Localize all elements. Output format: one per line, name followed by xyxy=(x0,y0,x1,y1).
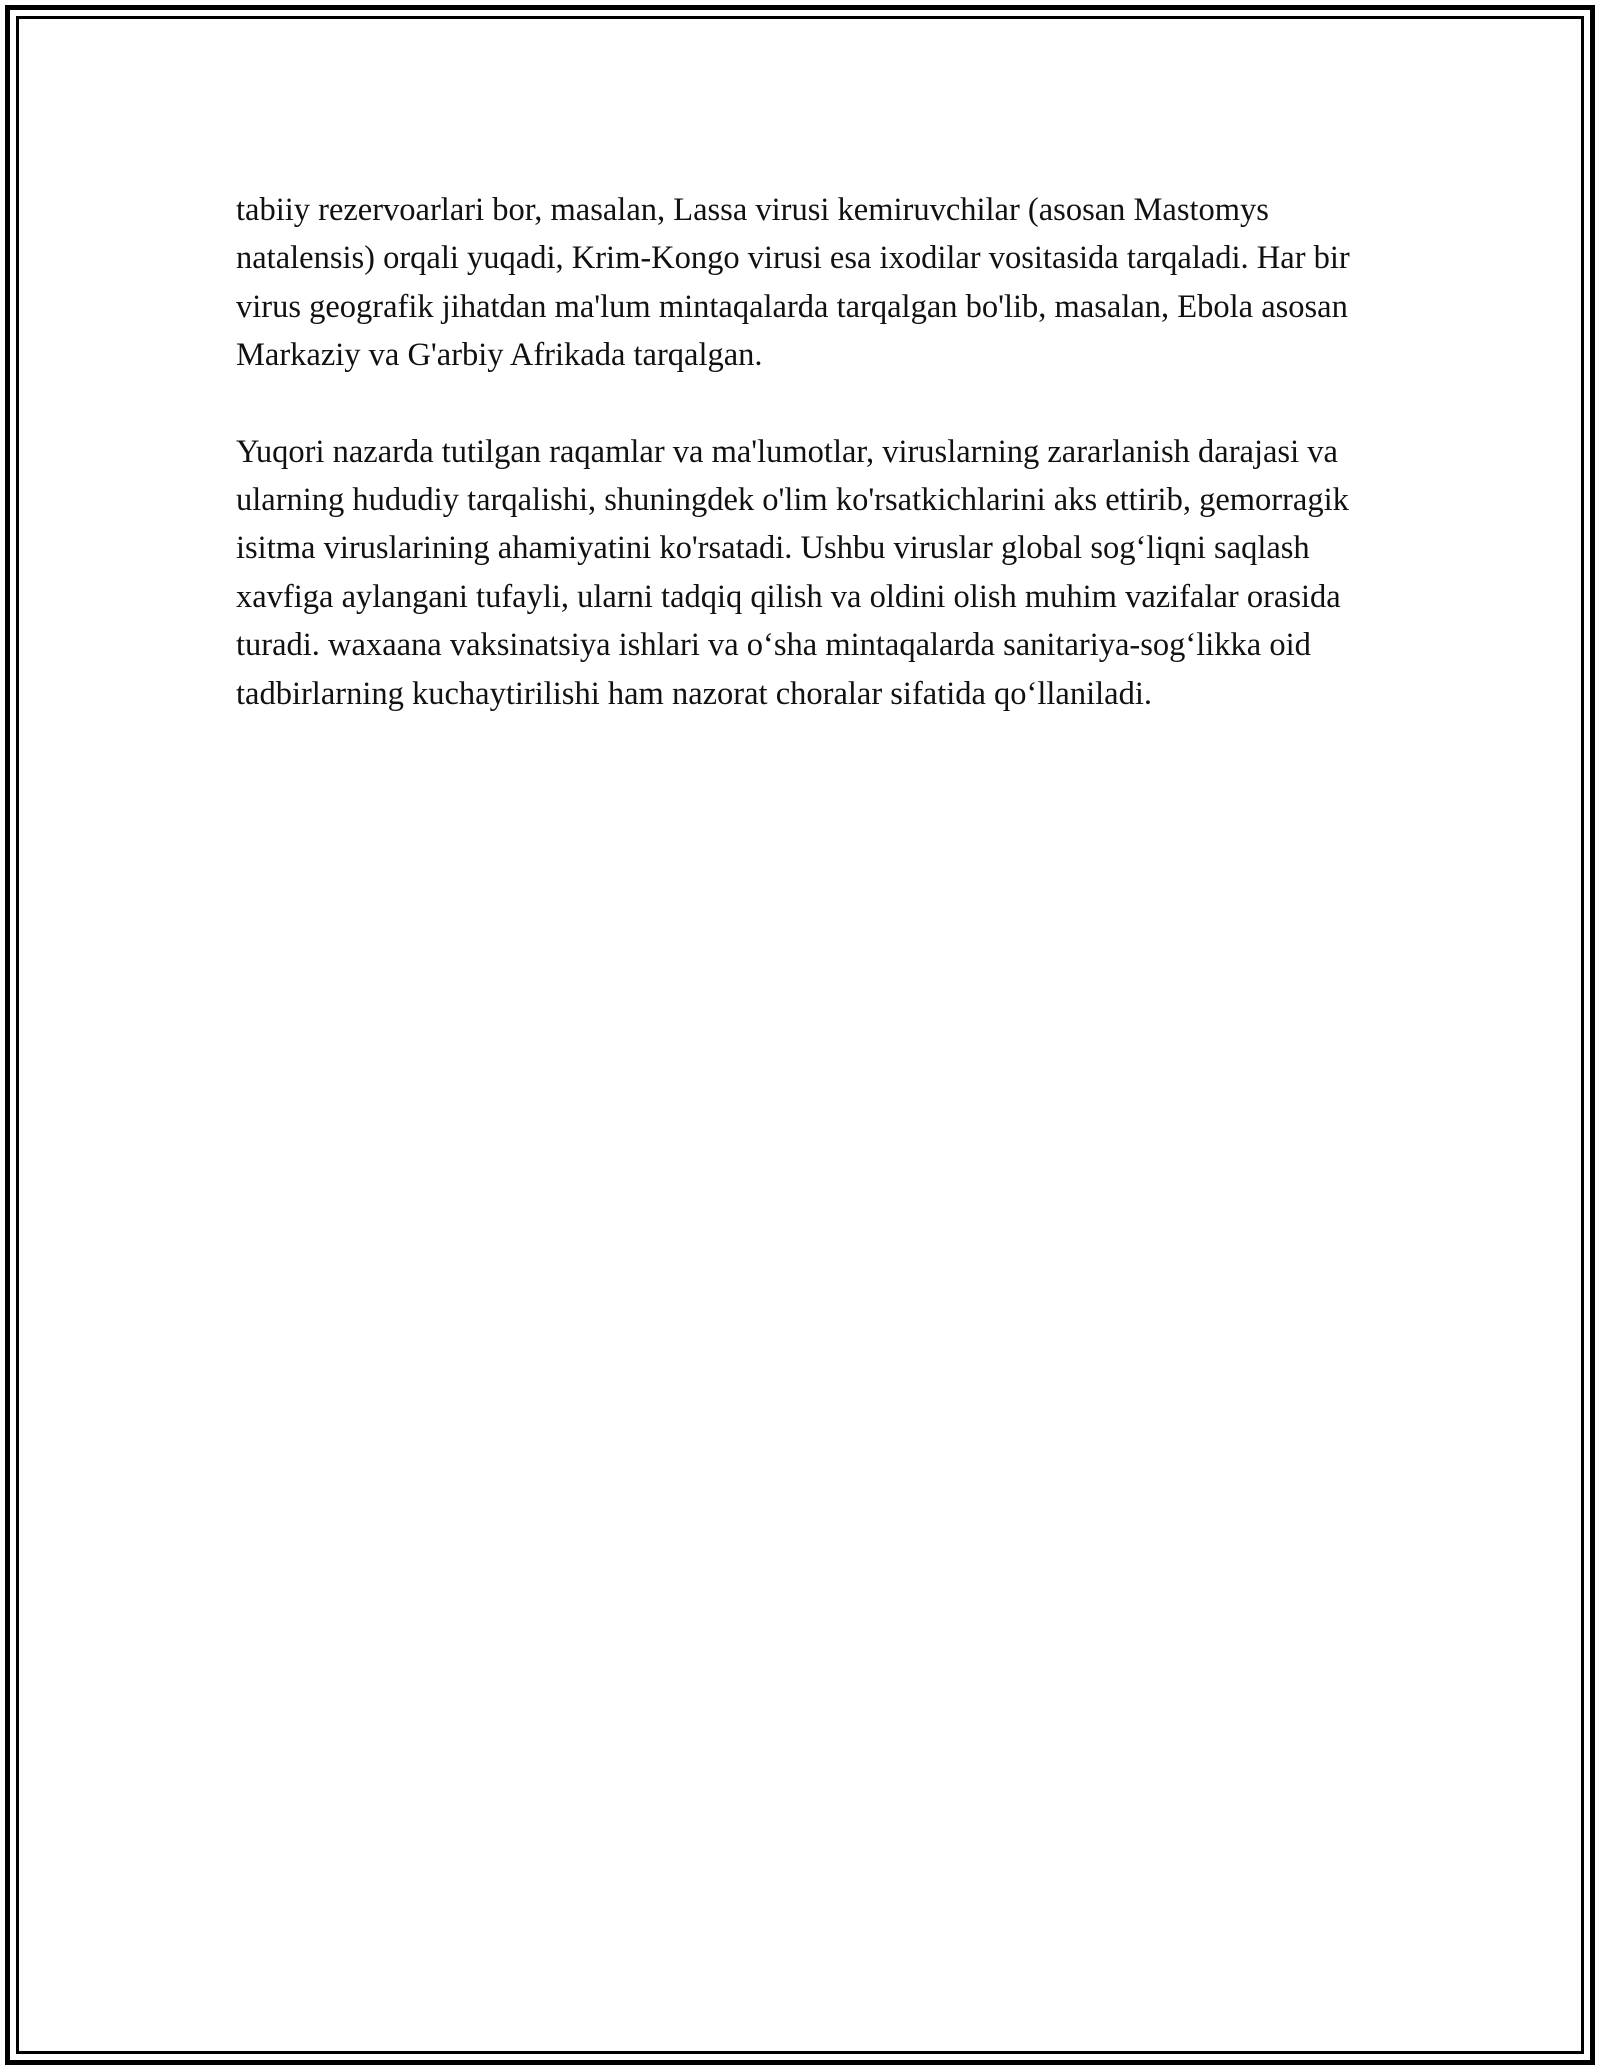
document-body xyxy=(236,186,1356,766)
paragraph-2: Yuqori nazarda tutilgan raqamlar va ma'lumotlar, viruslarning zararlanish darajasi va ularning hududiy tarqalishi, shuningdek o'lim ko'rsatkichlarini aks ettirib, gemorragik isitma viruslarining ahamiyatini ko'rsatadi. Ushbu viruslar global sog‘liqni saqlash xavfiga aylangani tufayli, ularni tadqiq qilish va oldini olish muhim vazifalar orasida turadi. waxaana vaksinatsiya ishlari va o‘sha mintaqalarda sanitariya-sog‘likka oid tadbirlarning kuchaytirilishi ham nazorat choralar sifatida qo‘llaniladi. xyxy=(236,433,1349,712)
paragraph-1: tabiiy rezervoarlari bor, masalan, Lassa virusi kemiruvchilar (asosan Mastomys natalensis) orqali yuqadi, Krim-Kongo virusi esa ixodilar vositasida tarqaladi. Har bir virus geografik jihatdan ma'lum mintaqalarda tarqalgan bo'lib, masalan, Ebola asosan Markaziy va G'arbiy Afrikada tarqalgan. xyxy=(236,192,1350,374)
